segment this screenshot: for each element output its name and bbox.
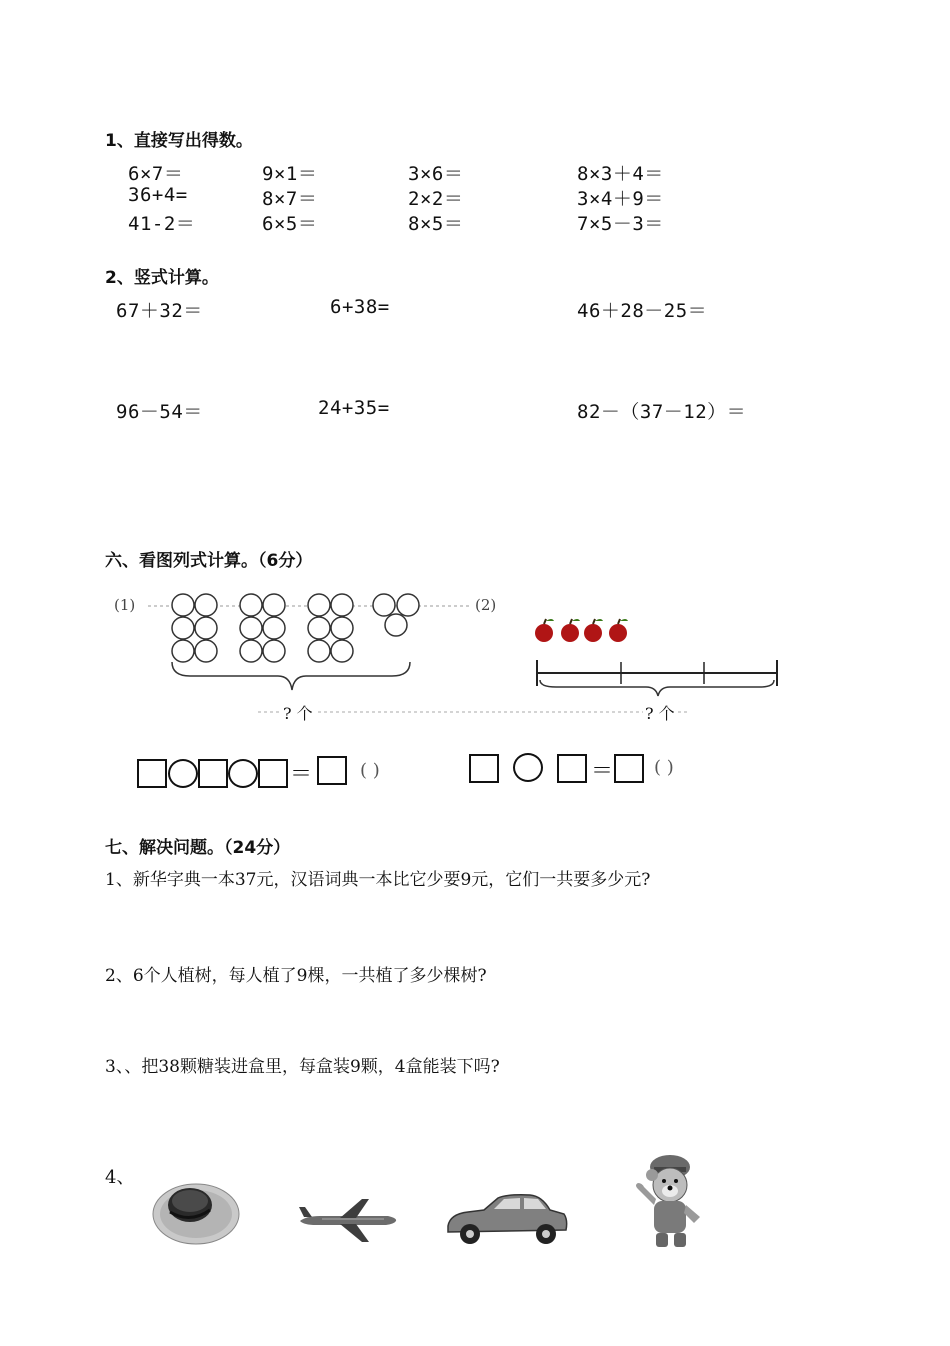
apple-icon	[609, 619, 628, 642]
q2-item: 67＋32＝	[116, 300, 203, 322]
figure-2-label: (2)	[475, 596, 497, 614]
q1-item: 7×5－3＝	[577, 213, 664, 235]
q2-item: 24+35=	[318, 397, 390, 419]
q1-item: 6×7＝	[128, 163, 184, 185]
apple-icon	[561, 619, 580, 642]
operator-circle[interactable]	[513, 753, 543, 782]
airplane-icon	[296, 1195, 400, 1247]
problem-1: 1、新华字典一本37元，汉语词典一本比它少要9元，它们一共要多少元?	[105, 870, 651, 890]
s6-title: 六、看图列式计算。（6分）	[105, 551, 313, 571]
operator-circle[interactable]	[168, 759, 198, 788]
hat-icon	[150, 1172, 242, 1248]
operator-circle[interactable]	[228, 759, 258, 788]
unit-paren: ( )	[654, 757, 674, 778]
q1-item: 36+4=	[128, 184, 188, 206]
q2-title: 2、竖式计算。	[105, 268, 219, 288]
unit-paren: ( )	[360, 760, 380, 781]
figure-1-question: ? 个	[281, 701, 315, 724]
s7-title: 七、解决问题。（24分）	[105, 838, 291, 858]
q1-item: 41-2＝	[128, 213, 196, 235]
answer-box[interactable]	[557, 754, 587, 783]
answer-box[interactable]	[258, 759, 288, 788]
figure-2-question: ? 个	[643, 701, 677, 724]
q1-item: 6×5＝	[262, 213, 318, 235]
q1-item: 8×5＝	[408, 213, 464, 235]
problem-4: 4、	[105, 1167, 135, 1188]
q1-item: 9×1＝	[262, 163, 318, 185]
q1-item: 8×7＝	[262, 188, 318, 210]
equals-sign: ＝	[591, 759, 614, 784]
apple-icon	[535, 619, 554, 642]
q1-item: 2×2＝	[408, 188, 464, 210]
answer-box[interactable]	[198, 759, 228, 788]
q2-item: 82－（37－12）＝	[577, 401, 747, 423]
answer-box[interactable]	[317, 756, 347, 785]
q2-item: 6+38=	[330, 296, 390, 318]
bear-icon	[630, 1153, 706, 1253]
problem-2: 2、6个人植树，每人植了9棵，一共植了多少棵树?	[105, 966, 487, 986]
q1-item: 3×4＋9＝	[577, 188, 664, 210]
q1-item: 3×6＝	[408, 163, 464, 185]
q2-item: 46＋28－25＝	[577, 300, 708, 322]
car-icon	[444, 1190, 570, 1248]
q2-item: 96－54＝	[116, 401, 203, 423]
equals-sign: ＝	[290, 762, 313, 787]
q1-item: 8×3＋4＝	[577, 163, 664, 185]
answer-box[interactable]	[469, 754, 499, 783]
problem-3: 3、、把38颗糖装进盒里，每盒装9颗，4盒能装下吗?	[105, 1057, 500, 1077]
figure-1-label: (1)	[114, 596, 136, 614]
answer-box[interactable]	[137, 759, 167, 788]
q1-title: 1、直接写出得数。	[105, 131, 253, 151]
answer-box[interactable]	[614, 754, 644, 783]
apple-icon	[584, 619, 603, 642]
